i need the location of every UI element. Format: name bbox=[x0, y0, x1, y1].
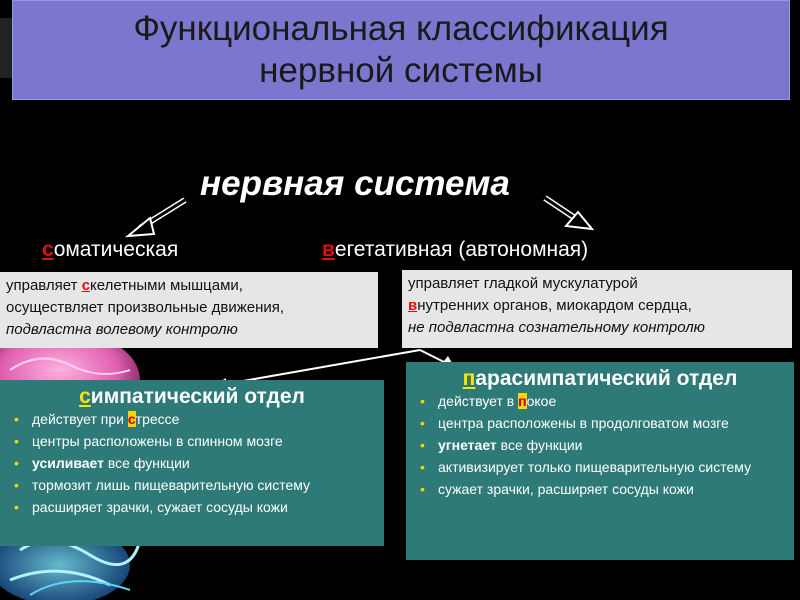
parasympathetic-item-1-highlight: п bbox=[518, 393, 527, 409]
arrow-to-autonomic bbox=[545, 198, 592, 229]
somatic-label-initial: с bbox=[42, 238, 54, 261]
sympathetic-item bbox=[32, 408, 378, 430]
sympathetic-item: • центры расположены в спинном мозге bbox=[32, 430, 378, 452]
parasympathetic-heading-initial: п bbox=[462, 367, 476, 390]
somatic-desc-p1-rest: келетными мышцами, bbox=[90, 277, 243, 294]
arrow-to-somatic bbox=[128, 200, 185, 236]
sympathetic-item-1b: трессе bbox=[135, 411, 180, 427]
autonomic-desc-line-2 bbox=[408, 295, 786, 317]
somatic-desc-initial: с bbox=[81, 277, 91, 294]
somatic-description bbox=[0, 272, 378, 348]
parasympathetic-division bbox=[406, 362, 794, 560]
somatic-desc-p1: управляет bbox=[6, 277, 82, 294]
sympathetic-item-3-rest: все функции bbox=[104, 455, 190, 471]
parasympathetic-item-1b: окое bbox=[526, 393, 557, 409]
autonomic-desc-initial: в bbox=[408, 297, 418, 314]
sympathetic-item-3-bold: усиливает bbox=[32, 455, 104, 471]
root-label: нервная система bbox=[200, 164, 510, 203]
sympathetic-item: • тормозит лишь пищеварительную систему bbox=[32, 474, 378, 496]
parasympathetic-item-3-rest: все функции bbox=[496, 437, 583, 453]
sympathetic-item-1-highlight: с bbox=[127, 411, 136, 427]
autonomic-desc-line-1: управляет гладкой мускулатурой bbox=[408, 275, 638, 292]
parasympathetic-item-1a: действует в bbox=[438, 393, 519, 409]
sympathetic-item bbox=[32, 452, 378, 474]
sympathetic-item: • расширяет зрачки, сужает сосуды кожи bbox=[32, 496, 378, 518]
title-line-1: Функциональная классификация bbox=[133, 9, 669, 48]
sympathetic-heading bbox=[6, 386, 378, 408]
somatic-label-rest: оматическая bbox=[53, 238, 179, 261]
autonomic-label bbox=[322, 238, 588, 262]
autonomic-label-initial: в bbox=[322, 238, 335, 261]
somatic-desc-line-1 bbox=[6, 275, 372, 297]
title-line-2: нервной системы bbox=[259, 51, 543, 90]
autonomic-description bbox=[402, 270, 792, 348]
parasympathetic-item: • сужает зрачки, расширяет сосуды кожи bbox=[438, 478, 788, 500]
sympathetic-item-1a: действует при bbox=[32, 411, 128, 427]
parasympathetic-heading bbox=[412, 368, 788, 390]
parasympathetic-item: • активизирует только пищеварительную систему bbox=[438, 456, 788, 478]
sympathetic-division bbox=[0, 380, 384, 546]
parasympathetic-item bbox=[438, 390, 788, 412]
parasympathetic-heading-rest: арасимпатический отдел bbox=[475, 367, 738, 390]
parasympathetic-item bbox=[438, 434, 788, 456]
autonomic-desc-line-3: не подвластна сознательному контролю bbox=[408, 319, 705, 336]
somatic-label bbox=[42, 238, 178, 262]
parasympathetic-item: • центра расположены в продолговатом мозге bbox=[438, 412, 788, 434]
somatic-desc-line-3: подвластна волевому контролю bbox=[6, 321, 238, 338]
autonomic-label-rest: егетативная (автономная) bbox=[334, 238, 589, 261]
parasympathetic-list bbox=[412, 390, 788, 500]
autonomic-desc-p2-rest: нутренних органов, миокардом сердца, bbox=[417, 297, 692, 314]
sympathetic-heading-initial: с bbox=[79, 385, 91, 408]
parasympathetic-item-3-bold: угнетает bbox=[438, 437, 497, 453]
sympathetic-heading-rest: импатический отдел bbox=[90, 385, 305, 408]
somatic-desc-line-2: осуществляет произвольные движения, bbox=[6, 299, 285, 316]
sympathetic-list bbox=[6, 408, 378, 518]
